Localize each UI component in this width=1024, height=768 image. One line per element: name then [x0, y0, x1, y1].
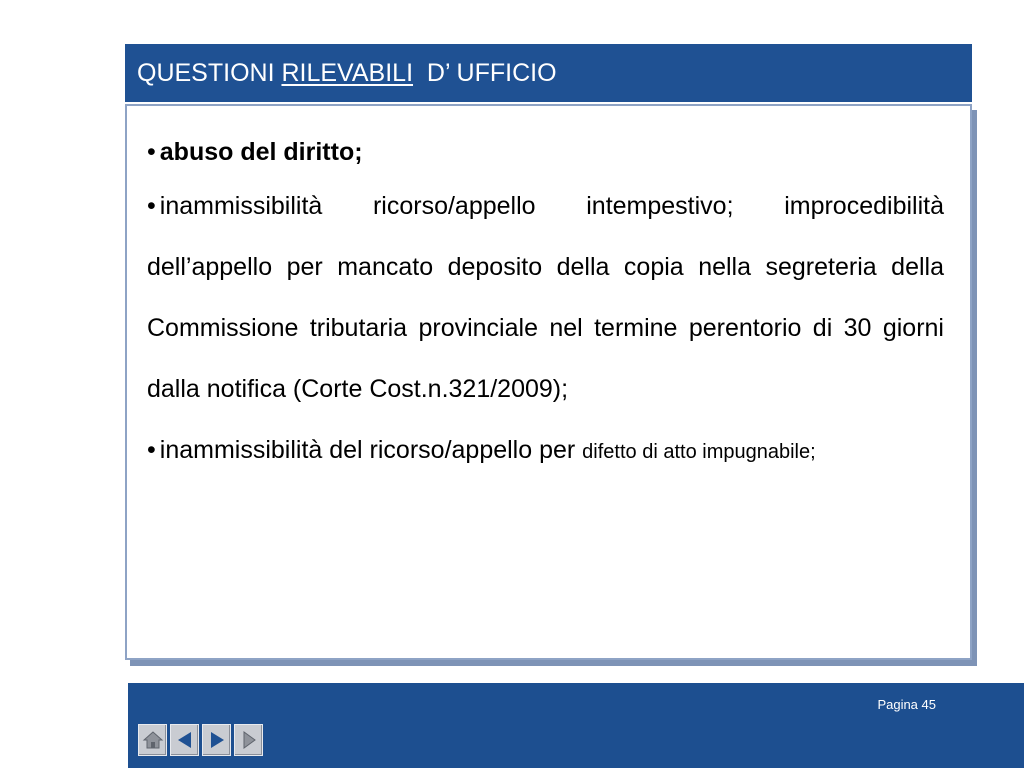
bullet-dot: • [147, 138, 156, 166]
bullet-item-3 [147, 420, 944, 483]
content-box [125, 104, 972, 660]
bullet-dot: • [147, 436, 156, 464]
end-icon [238, 729, 260, 751]
slide-title [137, 59, 557, 88]
footer-bar [128, 683, 1024, 768]
page-number: Pagina 45 [877, 697, 936, 712]
home-button[interactable] [138, 724, 167, 756]
home-icon [142, 729, 164, 751]
title-underlined-word: RILEVABILI [281, 58, 414, 87]
title-bar [125, 44, 972, 102]
back-button[interactable] [170, 724, 199, 756]
bullet-item-1 [147, 132, 944, 172]
title-part-2: D’ UFFICIO [413, 58, 557, 87]
forward-button[interactable] [202, 724, 231, 756]
bullet-item-2 [147, 176, 944, 420]
bullet-item-3-text: inammissibilità del ricorso/appello per [159, 436, 583, 464]
end-button[interactable] [234, 724, 263, 756]
bullet-dot: • [147, 192, 156, 220]
back-arrow-icon [174, 729, 196, 751]
bullet-item-3-small-text: difetto di atto impugnabile; [582, 441, 816, 463]
bullet-item-1-text: abuso del diritto; [159, 138, 363, 166]
title-part-1: QUESTIONI [137, 58, 282, 87]
navigation-buttons [138, 724, 263, 756]
bullet-item-2-text: inammissibilità ricorso/appello intempestivo; improcedibilità dell’appello per mancato deposito della copia nella segreteria della Commissione tributaria provinciale nel termine perentorio di 30 giorni dalla notifica (Corte Cost.n.321/2009); [147, 192, 944, 403]
forward-arrow-icon [206, 729, 228, 751]
